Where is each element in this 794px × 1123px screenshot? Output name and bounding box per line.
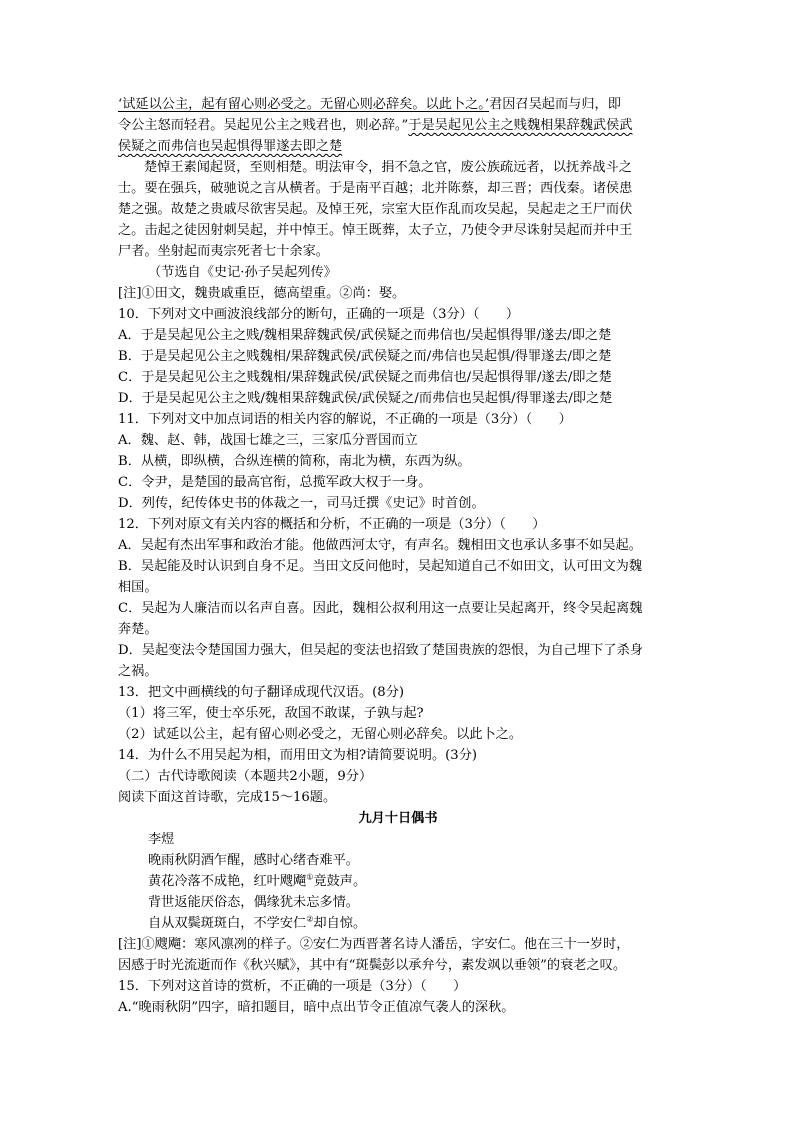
passage-note: [注]①田文，魏贵戚重臣，德高望重。②尚：娶。 bbox=[118, 286, 406, 301]
question-10-option-a: A．于是吴起见公主之贱/魏相果辞魏武侯/武侯疑之而弗信也/吴起惧得罪/遂去/即之楚 bbox=[118, 328, 612, 343]
question-12-stem: 12．下列对原文有关内容的概括和分析，不正确的一项是（3分）（ ） bbox=[118, 517, 546, 532]
exam-page bbox=[118, 94, 678, 1018]
question-10-option-d: D．于是吴起见公主之贱/魏相果辞魏武侯/武侯疑之/而弗信也吴起惧/得罪遂去/即之楚 bbox=[118, 391, 613, 406]
question-13-sentence-2: （2）试延以公主，起有留心则必受之，无留心则必辞矣。以此卜之。 bbox=[118, 727, 523, 742]
passage-line-3 bbox=[118, 136, 678, 157]
question-12-option-c-cont: 奔楚。 bbox=[118, 622, 158, 637]
question-10-stem: 10．下列对文中画波浪线部分的断句，正确的一项是（3分）（ ） bbox=[118, 307, 520, 322]
question-11-stem: 11．下列对文中加点词语的相关内容的解说，不正确的一项是（3分）（ ） bbox=[118, 412, 572, 427]
poem-line: 背世返能厌俗态，偶缘犹未忘多情。 bbox=[148, 895, 359, 910]
footnote-marker: ① bbox=[306, 872, 314, 882]
question-11-option-b: B．从横，即纵横，合纵连横的简称，南北为横，东西为纵。 bbox=[118, 454, 471, 469]
poem-line: 黄花冷落不成艳，红叶飕飗①竟鼓声。 bbox=[148, 872, 367, 889]
poem-note: [注]①飕飗：寒风凛冽的样子。②安仁为西晋著名诗人潘岳，字安仁。他在三十一岁时， bbox=[118, 937, 630, 952]
passage-paragraph-line: 之。击起之徒因射刺吴起，并中悼王。悼王既葬，太子立，乃使令尹尽诛射吴起而并中王 bbox=[118, 223, 633, 238]
question-12-option-a: A．吴起有杰出军事和政治才能。他做西河太守，有声名。魏相田文也承认多事不如吴起。 bbox=[118, 538, 642, 553]
poem-line: 晚雨秋阴酒乍醒，感时心绪杳难平。 bbox=[148, 853, 359, 868]
section-intro: 阅读下面这首诗歌，完成15～16题。 bbox=[118, 790, 337, 805]
question-15-stem: 15．下列对这首诗的赏析，不正确的一项是（3分）（ ） bbox=[118, 979, 467, 994]
poem-title: 九月十日偶书 bbox=[358, 811, 438, 826]
passage-line-2: 令公主怒而轻君。吴起见公主之贱君也，则必辞。”于是吴起见公主之贱魏相果辞魏武侯武 bbox=[118, 118, 633, 133]
wavy-underlined-text: 于是吴起见公主之贱魏相果辞魏武侯武 bbox=[408, 118, 633, 133]
question-12-option-c: C．吴起为人廉洁而以名声自喜。因此，魏相公叔利用这一点要让吴起离开，终令吴起离魏 bbox=[118, 601, 643, 616]
passage-paragraph-line: 楚悼王素闻起贤，至则相楚。明法审令，捐不急之官，废公族疏远者，以抚养战斗之 bbox=[144, 160, 632, 175]
question-15-option-a: A.“晚雨秋阴”四字，暗扣题目，暗中点出节令正值凉气袭人的深秋。 bbox=[118, 1000, 515, 1015]
poem-author: 李煜 bbox=[148, 832, 175, 847]
question-13-stem: 13．把文中画横线的句子翻译成现代汉语。(8分) bbox=[118, 685, 405, 700]
passage-paragraph-line: 尸者。坐射起而夷宗死者七十余家。 bbox=[118, 244, 329, 259]
question-12-option-d-cont: 之祸。 bbox=[118, 664, 158, 679]
question-11-option-c: C．令尹，是楚国的最高官衔，总揽军政大权于一身。 bbox=[118, 475, 432, 490]
question-13-sentence-1: （1）将三军，使士卒乐死，敌国不敢谋，子孰与起? bbox=[118, 706, 424, 721]
underlined-sentence: ‘试延以公主，起有留心则必受之。无留心则必辞矣。以此卜之。’ bbox=[118, 97, 490, 112]
section-heading: （二）古代诗歌阅读（本题共2小题，9分） bbox=[118, 769, 373, 784]
passage-line-1: ‘试延以公主，起有留心则必受之。无留心则必辞矣。以此卜之。’君因召吴起而与归，即 bbox=[118, 97, 621, 112]
question-10-option-b: B．于是吴起见公主之贱魏相/果辞魏武侯/武侯疑之而/弗信也吴起惧/得罪遂去/即之楚 bbox=[118, 349, 612, 364]
footnote-marker: ② bbox=[306, 914, 314, 924]
question-11-option-d: D．列传，纪传体史书的体裁之一，司马迁撰《史记》时首创。 bbox=[118, 496, 485, 511]
passage-paragraph-line: 楚之强。故楚之贵戚尽欲害吴起。及悼王死，宗室大臣作乱而攻吴起，吴起走之王尸而伏 bbox=[118, 202, 633, 217]
question-10-option-c: C．于是吴起见公主之贱魏相/果辞魏武侯/武侯疑之而弗信也/吴起惧得罪/遂去/即之楚 bbox=[118, 370, 612, 385]
wavy-underlined-text: 侯疑之而弗信也吴起惧得罪遂去即之楚 bbox=[118, 139, 343, 154]
passage-source: （节选自《史记·孙子吴起列传》 bbox=[148, 265, 337, 280]
question-12-option-b: B．吴起能及时认识到自身不足。当田文反问他时，吴起知道自己不如田文，认可田文为魏 bbox=[118, 559, 642, 574]
passage-paragraph-line: 士。要在强兵，破驰说之言从横者。于是南平百越；北并陈蔡，却三晋；西伐秦。诸侯患 bbox=[118, 181, 633, 196]
question-12-option-b-cont: 相国。 bbox=[118, 580, 158, 595]
poem-note-cont: 因感于时光流逝而作《秋兴赋》，其中有“斑鬓彭以承弁兮，素发飒以垂领”的衰老之叹。 bbox=[118, 958, 627, 973]
poem-line: 自从双鬓斑斑白，不学安仁②却自惊。 bbox=[148, 914, 367, 931]
question-14-stem: 14．为什么不用吴起为相，而用田文为相?请简要说明。(3分) bbox=[118, 748, 478, 763]
question-12-option-d: D．吴起变法令楚国国力强大，但吴起的变法也招致了楚国贵族的怨恨，为自己埋下了杀身 bbox=[118, 643, 643, 658]
question-11-option-a: A．魏、赵、韩，战国七雄之三，三家瓜分晋国而立 bbox=[118, 433, 418, 448]
